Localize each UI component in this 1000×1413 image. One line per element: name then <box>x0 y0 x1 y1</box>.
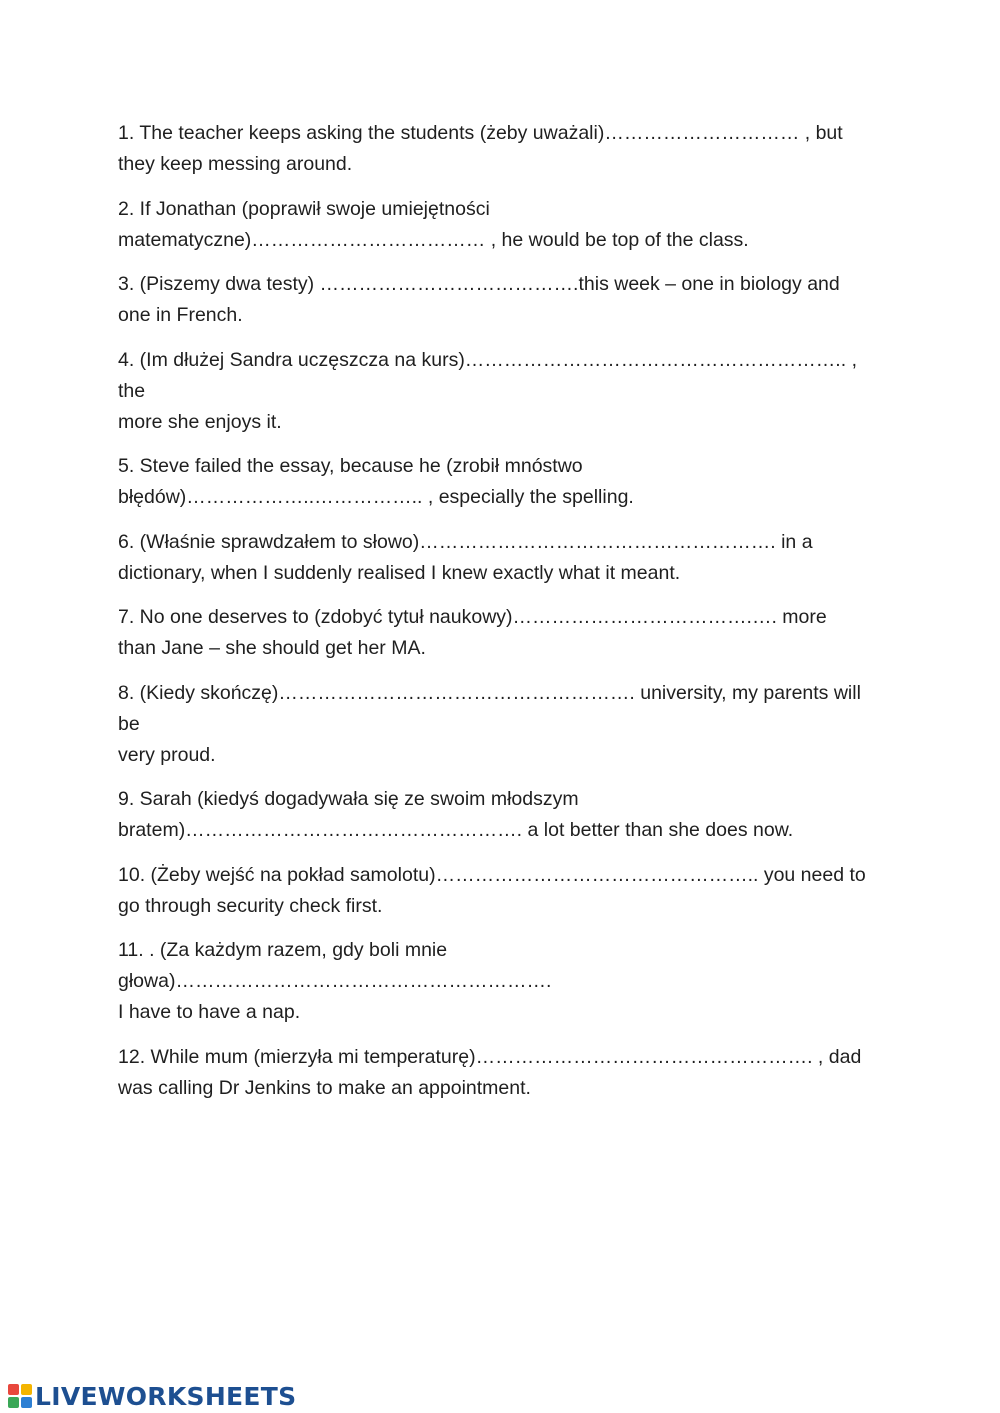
exercise-item-6: 6. (Właśnie sprawdzałem to słowo)………………………………………………. in a dictionary, when I suddenly realised I knew exactly what it meant. <box>118 530 813 584</box>
exercise-item-4: 4. (Im dłużej Sandra uczęszcza na kurs)………………………………………………….. , the more she enjoys it. <box>118 348 857 433</box>
worksheet-exercise-list <box>118 118 878 1117</box>
exercise-item-7: 7. No one deserves to (zdobyć tytuł naukowy)……………………………….…. more than Jane – she should get her MA. <box>118 606 827 659</box>
exercise-item-3: 3. (Piszemy dwa testy) ………………………………….this week – one in biology and one in French. <box>118 273 840 326</box>
exercise-item-5: 5. Steve failed the essay, because he (zrobił mnóstwo błędów)………………..…………….. , especially the spelling. <box>118 455 634 508</box>
exercise-item-11: 11. . (Za każdym razem, gdy boli mnie głowa)…………………………………………………. I have to have a nap. <box>118 939 552 1023</box>
exercise-item-1: 1. The teacher keeps asking the students (żeby uważali)………………………… , but they keep messing around. <box>118 122 843 175</box>
exercise-item-8: 8. (Kiedy skończę)………………………………………………. university, my parents will be very proud. <box>118 681 861 766</box>
exercise-item-12: 12. While mum (mierzyła mi temperaturę)……………………………………………. , dad was calling Dr Jenkins to make an appointment. <box>118 1045 862 1099</box>
exercise-item-2: 2. If Jonathan (poprawił swoje umiejętności matematyczne)……………………………… , he would be top of the class. <box>118 197 749 251</box>
liveworksheets-logo-icon <box>8 1384 32 1408</box>
exercise-item-9: 9. Sarah (kiedyś dogadywała się ze swoim młodszym bratem)……………………………………………. a lot better than she does now. <box>118 788 794 841</box>
logo-text: LIVEWORKSHEETS <box>35 1381 297 1411</box>
liveworksheets-logo <box>8 1381 296 1411</box>
exercise-item-10: 10. (Żeby wejść na pokład samolotu)………………………………………….. you need to go through security check first. <box>118 863 866 917</box>
